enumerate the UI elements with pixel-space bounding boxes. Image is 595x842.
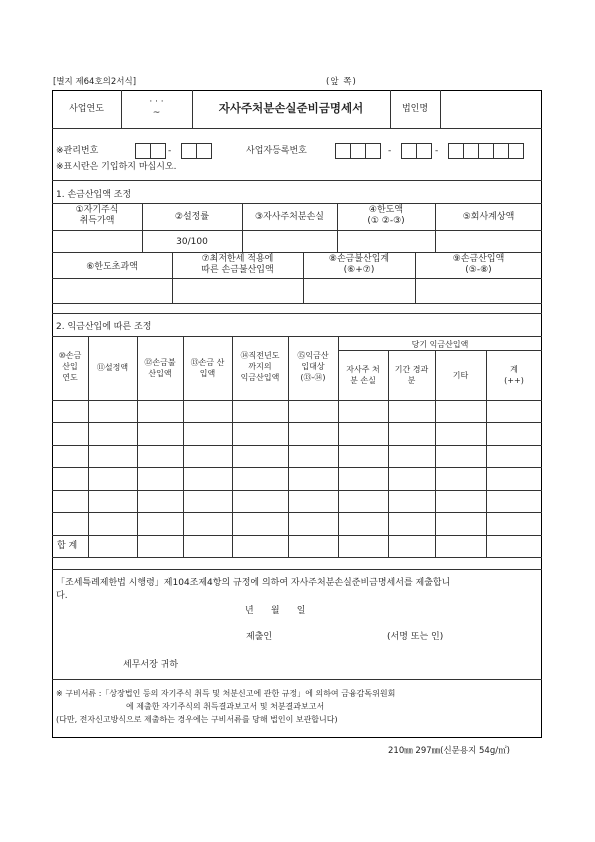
- col14-header: ⑭직전년도 까지의 익금산입액: [240, 351, 280, 382]
- biz-reg-no-box[interactable]: [416, 143, 432, 159]
- declaration-line2: 다.: [56, 591, 68, 601]
- business-year-dots: · · ·: [149, 97, 164, 107]
- signature-label: (서명 또는 인): [387, 632, 444, 642]
- paper-spec: 210㎜ 297㎜(신문용지 54g/㎡): [388, 746, 510, 756]
- group-header: 당기 익금산입액: [411, 340, 469, 349]
- page-side-label: (앞 쪽): [326, 77, 357, 87]
- note-text: ※표시란은 기입하지 마십시오.: [56, 162, 177, 172]
- biz-reg-no-box[interactable]: [350, 143, 366, 159]
- sub-header-period: 기간 경과 분: [394, 365, 429, 385]
- mgmt-no-label: ※관리번호: [56, 146, 99, 156]
- mgmt-no-box[interactable]: [196, 143, 212, 159]
- biz-reg-no-box[interactable]: [493, 143, 509, 159]
- submitter-label: 제출인: [246, 632, 273, 642]
- biz-reg-no-box[interactable]: [401, 143, 417, 159]
- biz-reg-no-box[interactable]: [478, 143, 494, 159]
- col2-header: ②설정률: [174, 212, 210, 222]
- business-year-label: 사업연도: [69, 104, 104, 114]
- col15-header: ⑮익금산 입대상 (⑬-⑭): [297, 351, 329, 382]
- declaration-line1: 「조세특례제한법 시행령」제104조제4항의 규정에 의하여 자사주처분손실준비금명세서를 제출합니: [56, 578, 451, 588]
- col10-header: ⑩손금 산입 연도: [58, 351, 82, 382]
- col13-header: ⑬손금 산 입액: [190, 358, 225, 378]
- col11-header: ⑪설정액: [96, 363, 129, 372]
- col4-header: ④한도액 (① ②-③): [367, 205, 405, 226]
- mgmt-no-box[interactable]: [135, 143, 151, 159]
- corp-name-field[interactable]: [441, 92, 540, 126]
- sub-header-loss: 자사주 처 분 손실: [346, 365, 380, 385]
- col6-header: ⑥한도초과액: [86, 262, 138, 272]
- date-field[interactable]: 년 월 일: [245, 606, 306, 616]
- section2-heading: 2. 익금산입에 따른 조정: [56, 322, 152, 332]
- col1-header: ①자기주식 취득가액: [75, 205, 119, 226]
- col5-header: ⑤회사계상액: [462, 212, 515, 222]
- attachments-line1: ※ 구비서류 :「상장법인 등의 자기주식 취득 및 처분신고에 관한 규정」에 의하여 금융감독위원회: [56, 689, 396, 698]
- biz-reg-no-box[interactable]: [365, 143, 381, 159]
- sub-header-total: 계 (++): [504, 365, 524, 385]
- form-title: 자사주처분손실준비금명세서: [218, 101, 364, 115]
- attachments-line2: 에 제출한 자기주식의 취득결과보고서 및 처분결과보고서: [126, 702, 325, 711]
- total-label: 합 계: [57, 541, 78, 551]
- col7-header: ⑦최저한세 적용에 따른 손금불산입액: [201, 254, 274, 275]
- form-number: [별지 제64호의2서식]: [53, 77, 137, 87]
- col12-header: ⑫손금불 산입액: [144, 358, 176, 378]
- rate-value: 30/100: [176, 237, 208, 247]
- biz-reg-no-box[interactable]: [448, 143, 464, 159]
- sub-header-other: 기타: [452, 371, 469, 380]
- attachments-line3: (다만, 전자신고방식으로 제출하는 경우에는 구비서류를 당해 법인이 보관합니다): [56, 715, 338, 724]
- recipient-label: 세무서장 귀하: [123, 660, 179, 670]
- mgmt-no-box[interactable]: [181, 143, 197, 159]
- biz-reg-no-label: 사업자등록번호: [246, 146, 307, 156]
- form-frame: [52, 90, 542, 738]
- biz-reg-no-box[interactable]: [508, 143, 524, 159]
- corp-name-label: 법인명: [401, 104, 429, 114]
- section1-heading: 1. 손금산입액 조정: [56, 190, 132, 200]
- mgmt-no-box[interactable]: [150, 143, 166, 159]
- col3-header: ③자사주처분손실: [255, 212, 324, 222]
- business-year-tilde: ~: [152, 108, 161, 118]
- biz-reg-no-box[interactable]: [335, 143, 351, 159]
- biz-reg-no-box[interactable]: [463, 143, 479, 159]
- col9-header: ⑨손금산입액 (⑤-⑧): [452, 254, 505, 275]
- col8-header: ⑧손금불산입계 (⑥+⑦): [328, 254, 390, 275]
